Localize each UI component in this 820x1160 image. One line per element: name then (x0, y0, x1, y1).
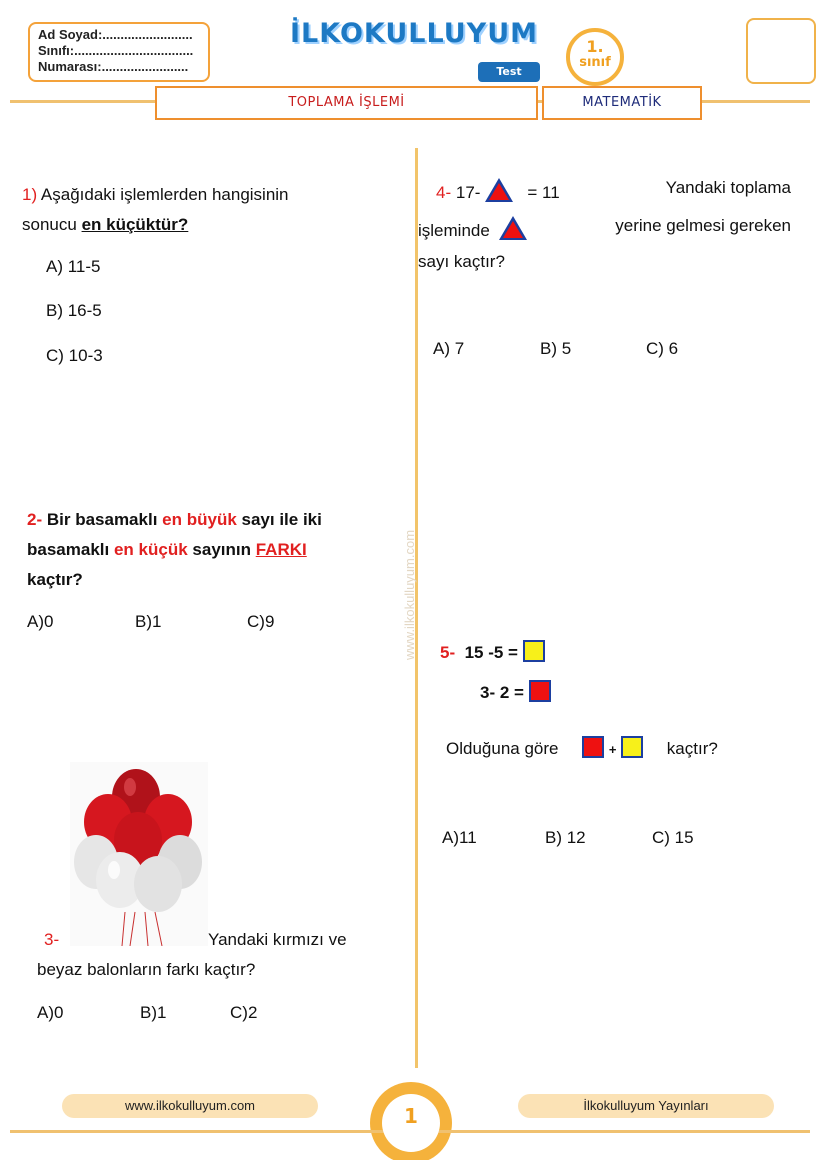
red-square-icon (582, 736, 604, 758)
q2-red-3: FARKI (255, 540, 307, 559)
q5-line-2 (480, 680, 551, 703)
q2-red-1: en büyük (162, 510, 237, 529)
q4-expr-left: 17- (455, 183, 481, 202)
subject-label: MATEMATİK (542, 86, 702, 120)
q4-number: 4- (436, 183, 452, 202)
logo-tag: Test (478, 62, 540, 82)
q2-option-c[interactable]: C)9 (247, 612, 275, 631)
balloons-image (70, 762, 208, 946)
q4-expr-right: = 11 (527, 183, 560, 202)
footer-website[interactable]: www.ilkokulluyum.com (62, 1094, 318, 1118)
footer-publisher: İlkokulluyum Yayınları (518, 1094, 774, 1118)
q1-number: 1) (22, 185, 38, 204)
plus-sign: + (608, 742, 617, 757)
grade-word: sınıf (579, 55, 611, 70)
q3-number-text: 3- (44, 930, 60, 949)
q4-text-4: sayı kaçtır? (418, 252, 505, 271)
q5-option-b[interactable]: B) 12 (545, 828, 586, 847)
q2-t1: Bir basamaklı (46, 510, 158, 529)
q5-number: 5- (440, 643, 456, 662)
q4-line-1 (436, 178, 791, 203)
name-field-label: Ad Soyad:......................... (38, 27, 193, 42)
q2-t5: kaçtır? (27, 570, 83, 589)
red-square-icon (529, 680, 551, 702)
q4-option-b[interactable]: B) 5 (540, 339, 572, 358)
grade-badge (566, 28, 624, 86)
grade-number: 1. (586, 37, 604, 56)
q2-t4: sayının (192, 540, 251, 559)
student-info-box (28, 22, 210, 82)
q5-text-2: kaçtır? (666, 739, 718, 758)
q3-number (44, 930, 59, 950)
triangle-icon (485, 178, 513, 202)
page-number: 1 (382, 1094, 440, 1152)
question-2 (27, 505, 397, 595)
q3-option-c[interactable]: C)2 (230, 1003, 258, 1022)
q4-option-c[interactable]: C) 6 (646, 339, 679, 358)
q1-emphasis: en küçüktür? (81, 215, 189, 234)
triangle-icon (499, 216, 527, 240)
number-field-label: Numarası:........................ (38, 59, 189, 74)
q4-line-2 (418, 216, 791, 241)
q4-text-3: yerine gelmesi gereken (615, 216, 791, 235)
q2-option-b[interactable]: B)1 (135, 612, 162, 631)
q1-text-a: Aşağıdaki işlemlerden hangisinin (40, 185, 289, 204)
q4-text-1: Yandaki toplama (665, 178, 791, 197)
q2-t2: sayı ile iki (241, 510, 322, 529)
class-field-label: Sınıfı:................................. (38, 43, 194, 58)
q2-t3: basamaklı (27, 540, 110, 559)
logo: İLKOKULLUYUM (290, 18, 538, 49)
q5-text-1: Olduğuna göre (446, 739, 559, 758)
q5-line-3 (446, 736, 718, 759)
q3-text-a: Yandaki kırmızı ve (208, 930, 347, 949)
q5-option-a[interactable]: A)11 (442, 828, 477, 847)
page-title: TOPLAMA İŞLEMİ (155, 86, 538, 120)
q2-number: 2- (27, 510, 43, 529)
question-1 (22, 180, 402, 240)
watermark: www.ilkokulluyum.com (402, 529, 417, 660)
yellow-square-icon (523, 640, 545, 662)
q5-option-c[interactable]: C) 15 (652, 828, 694, 847)
q3-option-b[interactable]: B)1 (140, 1003, 167, 1022)
q1-option-a[interactable]: A) 11-5 (46, 257, 101, 276)
q2-red-2: en küçük (113, 540, 188, 559)
q1-option-b[interactable]: B) 16-5 (46, 301, 102, 320)
q3-option-a[interactable]: A)0 (37, 1003, 64, 1022)
q2-option-a[interactable]: A)0 (27, 612, 54, 631)
q5-line-1 (440, 640, 545, 663)
q5-eq-1: 15 -5 = (464, 643, 518, 662)
yellow-square-icon (621, 736, 643, 758)
q1-text-b: sonucu (22, 215, 77, 234)
q3-text-b: beyaz balonların farkı kaçtır? (37, 960, 256, 979)
q4-option-a[interactable]: A) 7 (433, 339, 465, 358)
corner-box (746, 18, 816, 84)
q1-option-c[interactable]: C) 10-3 (46, 346, 103, 365)
q5-eq-2: 3- 2 = (480, 683, 524, 702)
q4-text-2: işleminde (418, 221, 490, 240)
